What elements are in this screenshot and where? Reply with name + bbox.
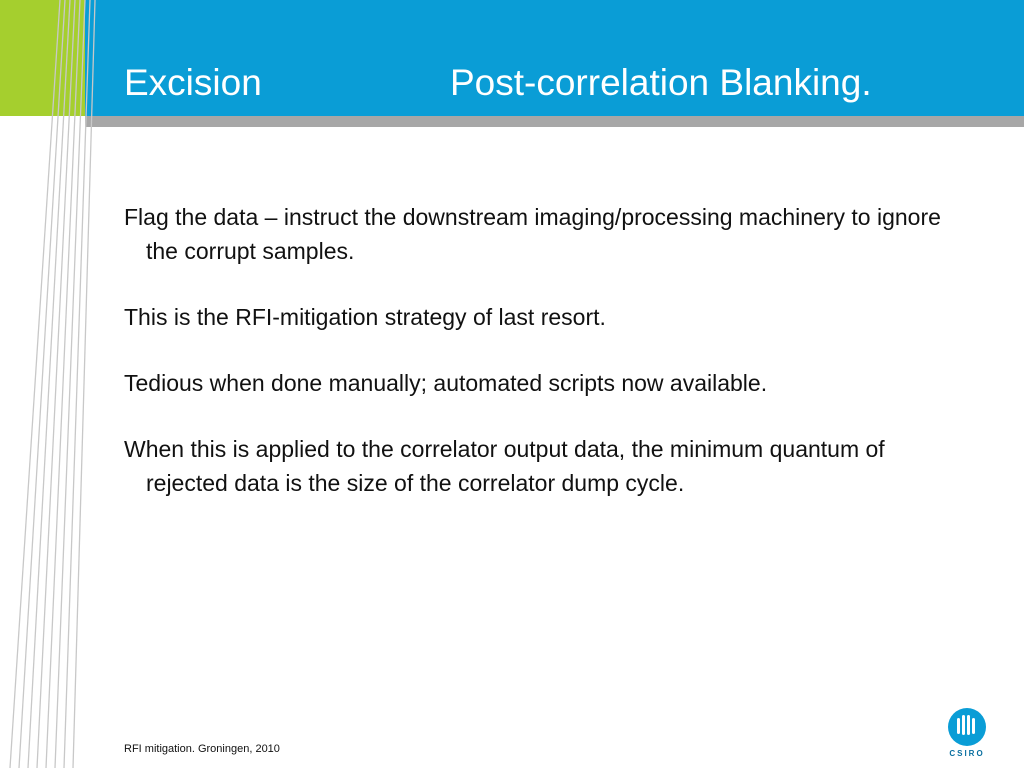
logo-text: CSIRO [949,749,985,758]
slide-title [124,58,872,108]
decorative-lines [0,0,100,768]
title-bar-shadow [85,116,1024,127]
bullet-item: When this is applied to the correlator output data, the minimum quantum of rejected data is the size of the correlator dump cycle. [124,436,885,496]
csiro-logo-icon [946,706,988,758]
slide-title-right: Post-correlation Blanking. [450,62,872,103]
slide-title-left: Excision [124,62,262,103]
bullet-item: This is the RFI-mitigation strategy of last resort. [124,304,606,330]
footer-text: RFI mitigation. Groningen, 2010 [124,743,280,755]
bullet-item: Flag the data – instruct the downstream imaging/processing machinery to ignore the corrupt samples. [124,204,941,264]
bullet-item: Tedious when done manually; automated scripts now available. [124,370,768,396]
slide-body [124,200,954,532]
